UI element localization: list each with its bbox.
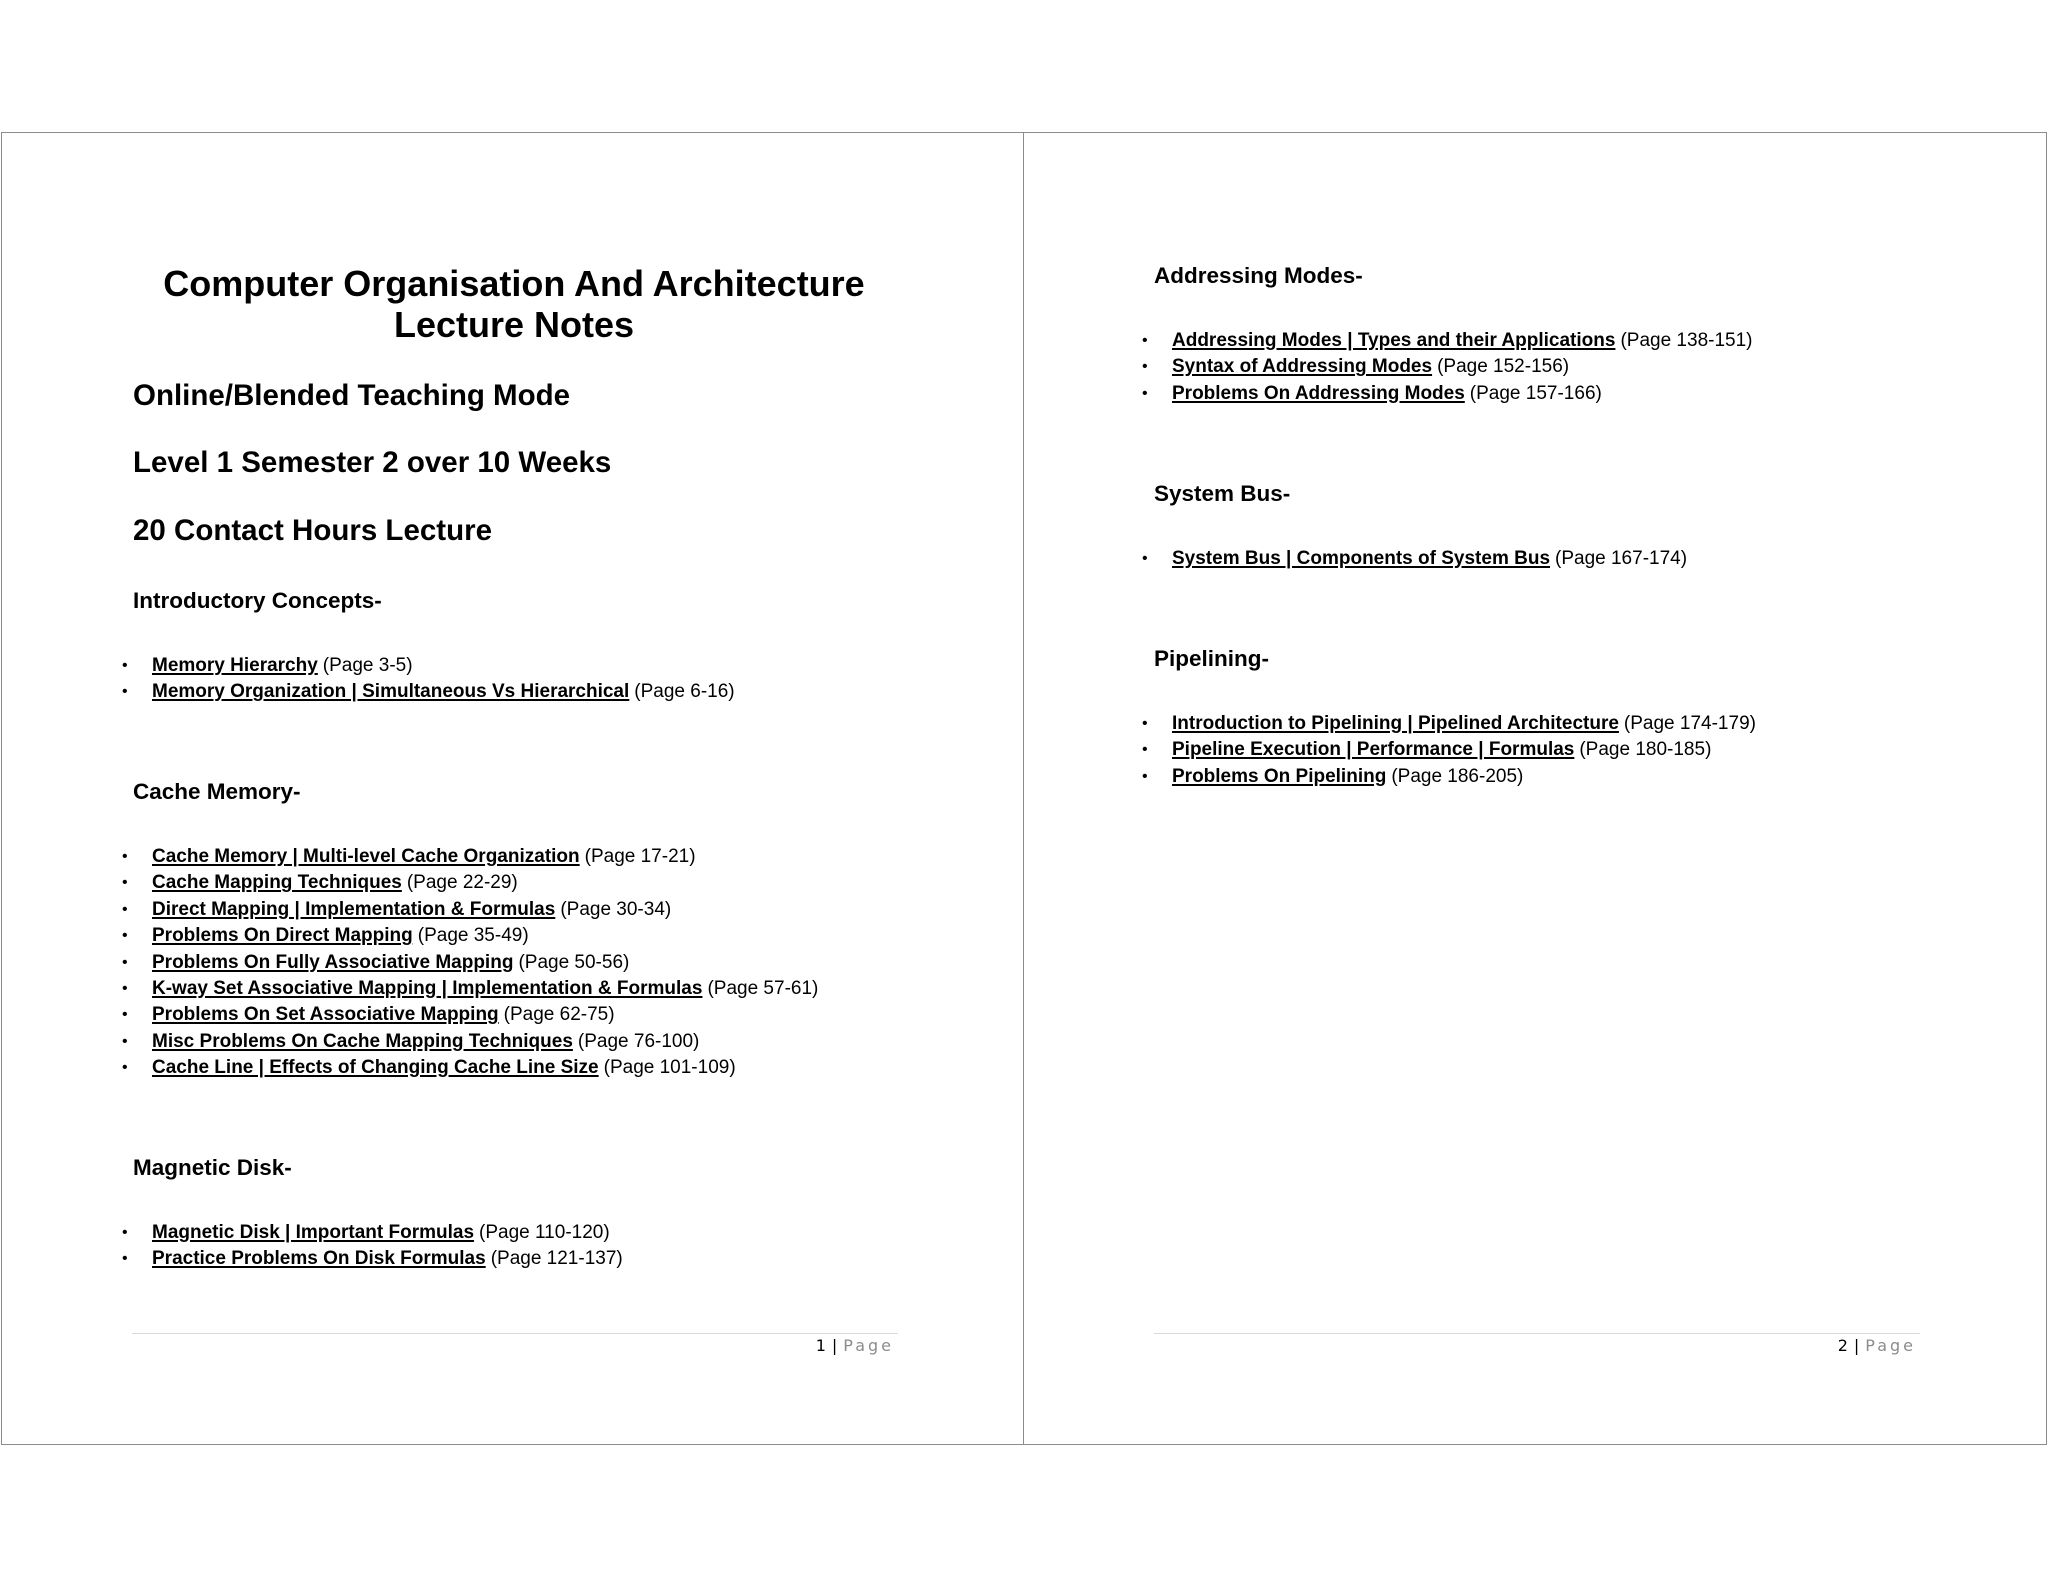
teaching-mode-heading: Online/Blended Teaching Mode — [133, 379, 571, 412]
toc-list-system-bus — [1140, 546, 1687, 572]
bullet-icon: • — [122, 848, 128, 865]
section-heading-system-bus: System Bus- — [1154, 481, 1291, 506]
level-heading: Level 1 Semester 2 over 10 Weeks — [133, 446, 612, 479]
bullet-icon: • — [1142, 332, 1148, 349]
bullet-icon: • — [122, 953, 128, 971]
title-line-2: Lecture Notes — [393, 304, 635, 345]
list-item — [120, 1029, 818, 1055]
toc-link[interactable]: Problems On Set Associative Mapping — [152, 1004, 499, 1026]
document-spread — [0, 132, 2048, 1448]
page-range: (Page 101-109) — [603, 1057, 736, 1079]
toc-link[interactable]: Direct Mapping | Implementation & Formulas — [152, 898, 556, 920]
toc-link[interactable]: K-way Set Associative Mapping | Implementation & Formulas — [152, 977, 703, 999]
page-range: (Page 17-21) — [584, 846, 696, 867]
page-range: (Page 167-174) — [1555, 548, 1688, 569]
page-range: (Page 138-151) — [1620, 330, 1753, 351]
toc-link[interactable]: Addressing Modes | Types and their Applications — [1172, 330, 1616, 351]
bullet-icon: • — [122, 1059, 128, 1077]
bullet-icon: • — [122, 1032, 128, 1050]
bullet-icon: • — [122, 927, 128, 945]
toc-link[interactable]: Introduction to Pipelining | Pipelined Architecture — [1172, 713, 1619, 734]
page-range: (Page 62-75) — [503, 1004, 615, 1026]
list-item — [1140, 328, 1753, 354]
page-range: (Page 186-205) — [1391, 765, 1524, 787]
toc-link[interactable]: Memory Hierarchy — [152, 655, 318, 676]
page-range: (Page 3-5) — [322, 655, 413, 676]
bullet-icon: • — [122, 1224, 128, 1241]
page-range: (Page 174-179) — [1623, 713, 1756, 734]
page-range: (Page 180-185) — [1579, 739, 1712, 761]
bullet-icon: • — [1142, 358, 1148, 376]
page-number: 2 — [1837, 1336, 1849, 1355]
toc-list-pipelining — [1140, 711, 1756, 790]
toc-link[interactable]: Cache Mapping Techniques — [152, 872, 402, 894]
toc-list-cache-memory — [120, 844, 818, 1082]
toc-list-addressing-modes — [1140, 328, 1753, 407]
toc-link[interactable]: Problems On Fully Associative Mapping — [152, 951, 514, 973]
bullet-icon: • — [122, 979, 128, 997]
page-word: Page — [843, 1336, 894, 1355]
page-range: (Page 57-61) — [707, 977, 819, 999]
list-item — [120, 679, 735, 705]
list-item — [120, 976, 818, 1002]
list-item — [1140, 764, 1756, 790]
bullet-icon: • — [1142, 384, 1148, 402]
list-item — [1140, 711, 1756, 737]
page-range: (Page 152-156) — [1437, 356, 1570, 378]
section-heading-addressing-modes: Addressing Modes- — [1154, 263, 1363, 288]
contact-hours-heading: 20 Contact Hours Lecture — [133, 514, 492, 547]
page-range: (Page 50-56) — [518, 951, 630, 973]
footer-divider — [1154, 1333, 1920, 1334]
bullet-icon: • — [1142, 767, 1148, 785]
toc-link[interactable]: Problems On Direct Mapping — [152, 925, 413, 947]
list-item — [120, 844, 818, 870]
title-line-1: Computer Organisation And Architecture — [163, 263, 865, 304]
page-range: (Page 76-100) — [577, 1030, 700, 1052]
page-range: (Page 30-34) — [560, 898, 672, 920]
list-item — [120, 1055, 818, 1081]
page-2 — [1023, 132, 2047, 1445]
list-item — [120, 923, 818, 949]
page-number: 1 — [815, 1336, 827, 1355]
list-item — [1140, 354, 1753, 380]
toc-link[interactable]: System Bus | Components of System Bus — [1172, 548, 1551, 569]
page-separator: | — [1853, 1336, 1861, 1355]
page-range: (Page 35-49) — [417, 925, 529, 947]
toc-list-introductory — [120, 653, 735, 706]
toc-link[interactable]: Syntax of Addressing Modes — [1172, 356, 1433, 378]
document-title — [2, 263, 1026, 345]
bullet-icon: • — [122, 900, 128, 918]
list-item — [120, 1220, 623, 1246]
list-item — [120, 653, 735, 679]
section-heading-introductory: Introductory Concepts- — [133, 588, 382, 613]
bullet-icon: • — [122, 1006, 128, 1024]
list-item — [120, 1246, 623, 1272]
toc-link[interactable]: Problems On Addressing Modes — [1172, 382, 1465, 404]
page-range: (Page 121-137) — [490, 1248, 623, 1270]
section-heading-magnetic-disk: Magnetic Disk- — [133, 1155, 292, 1180]
toc-link[interactable]: Practice Problems On Disk Formulas — [152, 1248, 486, 1270]
toc-link[interactable]: Misc Problems On Cache Mapping Techniques — [152, 1030, 573, 1052]
toc-link[interactable]: Cache Memory | Multi-level Cache Organization — [152, 846, 580, 867]
toc-link[interactable]: Memory Organization | Simultaneous Vs Hierarchical — [152, 681, 630, 703]
page-range: (Page 110-120) — [479, 1222, 610, 1243]
footer-divider — [132, 1333, 898, 1334]
list-item — [120, 897, 818, 923]
bullet-icon: • — [122, 1250, 128, 1268]
page-1 — [1, 132, 1025, 1445]
toc-link[interactable]: Problems On Pipelining — [1172, 765, 1387, 787]
list-item — [120, 950, 818, 976]
list-item — [120, 1002, 818, 1028]
section-heading-pipelining: Pipelining- — [1154, 646, 1269, 671]
bullet-icon: • — [1142, 550, 1148, 567]
toc-list-magnetic-disk — [120, 1220, 623, 1273]
page-number-footer — [816, 1336, 894, 1355]
list-item — [120, 870, 818, 896]
section-heading-cache-memory: Cache Memory- — [133, 779, 301, 804]
list-item — [1140, 737, 1756, 763]
bullet-icon: • — [122, 657, 128, 674]
toc-link[interactable]: Pipeline Execution | Performance | Formulas — [1172, 739, 1575, 761]
toc-link[interactable]: Cache Line | Effects of Changing Cache Line Size — [152, 1057, 599, 1079]
page-separator: | — [831, 1336, 839, 1355]
list-item — [1140, 381, 1753, 407]
bullet-icon: • — [122, 683, 128, 701]
page-range: (Page 6-16) — [634, 681, 735, 703]
bullet-icon: • — [1142, 715, 1148, 732]
page-range: (Page 157-166) — [1469, 382, 1602, 404]
page-word: Page — [1865, 1336, 1916, 1355]
toc-link[interactable]: Magnetic Disk | Important Formulas — [152, 1222, 475, 1243]
page-range: (Page 22-29) — [406, 872, 518, 894]
list-item — [1140, 546, 1687, 572]
page-number-footer — [1838, 1336, 1916, 1355]
bullet-icon: • — [122, 874, 128, 892]
bullet-icon: • — [1142, 741, 1148, 759]
